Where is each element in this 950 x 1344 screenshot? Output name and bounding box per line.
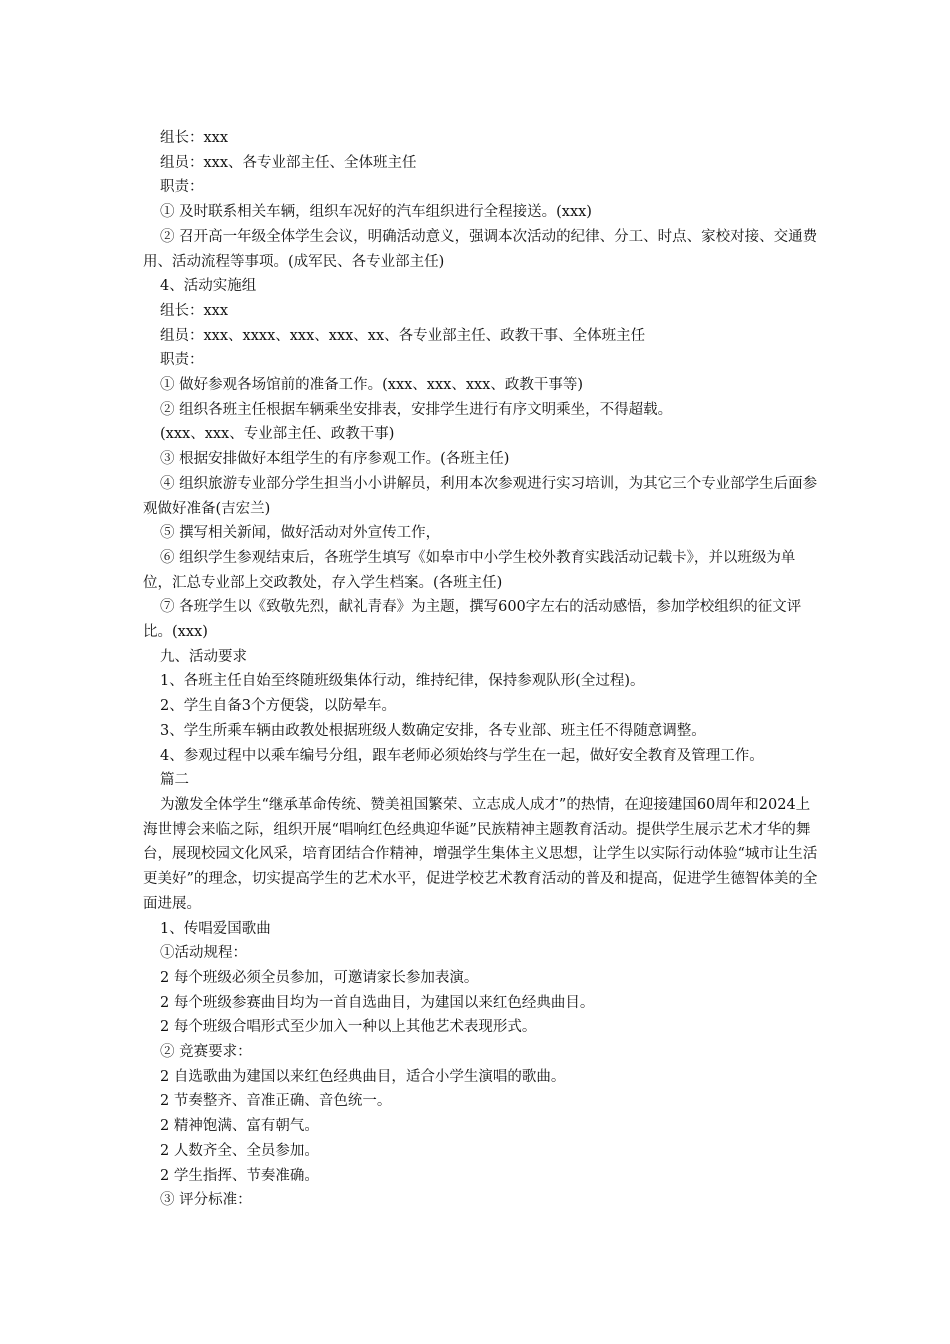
- paragraph: 篇二: [160, 772, 189, 789]
- paragraph: ① 及时联系相关车辆，组织车况好的汽车组织进行全程接送。(xxx): [160, 204, 592, 221]
- paragraph: 2 每个班级必须全员参加，可邀请家长参加表演。: [160, 969, 479, 986]
- paragraph: 2 人数齐全、全员参加。: [160, 1142, 319, 1159]
- paragraph: ⑦ 各班学生以《致敬先烈，献礼青春》为主题，撰写600字左右的活动感悟，参加学校组织的征文评比。(xxx): [143, 599, 802, 641]
- paragraph: 组员：xxx、xxxx、xxx、xxx、xx、各专业部主任、政教干事、全体班主任: [160, 327, 646, 344]
- paragraph: 1、各班主任自始至终随班级集体行动，维持纪律，保持参观队形(全过程)。: [160, 673, 645, 690]
- paragraph: 3、学生所乘车辆由政教处根据班级人数确定安排，各专业部、班主任不得随意调整。: [160, 722, 706, 739]
- paragraph: 2 每个班级合唱形式至少加入一种以上其他艺术表现形式。: [160, 1019, 537, 1036]
- paragraph: 1、传唱爱国歌曲: [160, 920, 271, 937]
- paragraph: 九、活动要求: [160, 648, 247, 665]
- paragraph: 组长：xxx: [160, 302, 229, 319]
- paragraph: 职责：: [160, 179, 204, 196]
- paragraph: 2 节奏整齐、音准正确、音色统一。: [160, 1093, 392, 1110]
- paragraph: 2 每个班级参赛曲目均为一首自选曲目，为建国以来红色经典曲目。: [160, 994, 595, 1011]
- paragraph: 2 学生指挥、节奏准确。: [160, 1167, 319, 1184]
- paragraph: ⑥ 组织学生参观结束后，各班学生填写《如皋市中小学生校外教育实践活动记载卡》，并以班级为单位，汇总专业部上交政教处，存入学生档案。(各班主任): [143, 549, 796, 591]
- paragraph: ①活动规程：: [160, 945, 247, 962]
- paragraph: 2、学生自备3个方便袋，以防晕车。: [160, 698, 396, 715]
- paragraph: 4、参观过程中以乘车编号分组，跟车老师必须始终与学生在一起，做好安全教育及管理工作。: [160, 747, 764, 764]
- paragraph: ④ 组织旅游专业部分学生担当小小讲解员，利用本次参观进行实习培训，为其它三个专业部学生后面参观做好准备(吉宏兰): [143, 475, 818, 517]
- document-body: [143, 126, 818, 1213]
- paragraph: 组员：xxx、各专业部主任、全体班主任: [160, 154, 417, 171]
- paragraph: ② 召开高一年级全体学生会议，明确活动意义，强调本次活动的纪律、分工、时点、家校对接、交通费用、活动流程等事项。(成军民、各专业部主任): [143, 228, 818, 270]
- paragraph: 4、活动实施组: [160, 278, 257, 295]
- paragraph: ② 组织各班主任根据车辆乘坐安排表，安排学生进行有序文明乘坐，不得超载。: [160, 401, 673, 418]
- paragraph: (xxx、xxx、专业部主任、政教干事): [160, 426, 395, 443]
- paragraph: ⑤ 撰写相关新闻，做好活动对外宣传工作，: [160, 525, 441, 542]
- paragraph: ① 做好参观各场馆前的准备工作。(xxx、xxx、xxx、政教干事等): [160, 377, 584, 394]
- paragraph: ③ 评分标准：: [160, 1192, 252, 1209]
- paragraph: 组长：xxx: [160, 130, 229, 146]
- paragraph: 职责：: [160, 352, 204, 369]
- paragraph: 2 精神饱满、富有朝气。: [160, 1118, 319, 1135]
- paragraph: ② 竞赛要求：: [160, 1044, 252, 1061]
- paragraph: 2 自选歌曲为建国以来红色经典曲目，适合小学生演唱的歌曲。: [160, 1068, 566, 1085]
- paragraph: ③ 根据安排做好本组学生的有序参观工作。(各班主任): [160, 451, 510, 468]
- paragraph: 为激发全体学生“继承革命传统、赞美祖国繁荣、立志成人成才”的热情，在迎接建国60周年和2024上海世博会来临之际，组织开展“唱响红色经典迎华诞”民族精神主题教育活动。提供学生展示艺术才华的舞台，展现校园文化风采，培育团结合作精神，增强学生集体主义思想，让学生以实际行动体验“城市让生活更美好”的理念，切实提高学生的艺术水平，促进学校艺术教育活动的普及和提高，促进学生德智体美的全面进展。: [143, 796, 818, 912]
